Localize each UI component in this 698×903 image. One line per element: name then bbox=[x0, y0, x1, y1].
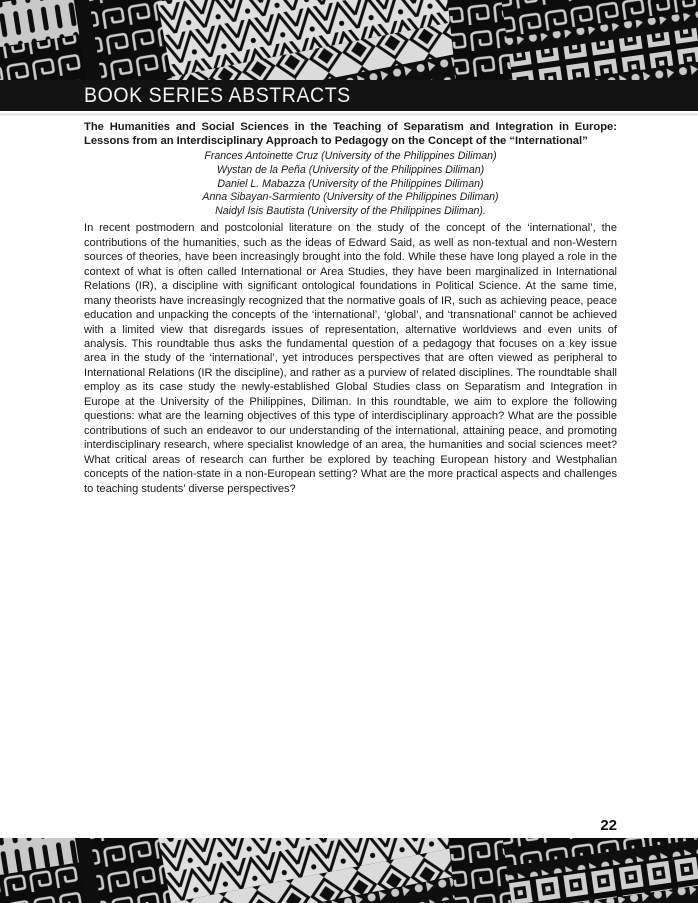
author-line: Daniel L. Mabazza (University of the Philippines Diliman) bbox=[217, 177, 484, 190]
banner-divider bbox=[0, 113, 698, 116]
abstract-title-line-1: The Humanities and Social Sciences in the Teaching of Separatism and Integration in Europe: bbox=[84, 121, 617, 133]
page-number: 22 bbox=[600, 817, 617, 834]
author-list bbox=[84, 150, 617, 218]
author-line: Wystan de la Peña (University of the Philippines Diliman) bbox=[216, 164, 485, 176]
abstract-body-text: In recent postmodern and postcolonial literature on the study of the concept of the ‘international’, the contributions of the humanities, such as the ideas of Edward Said, as well as non-textual and non-Western sources of theories, have been increasingly brought into the fold. While these have long played a role in the context of what is often called International or Area Studies, they have been marginalized in International Relations (IR), a discipline with significant ontological foundations in Political Science. At the same time, many theorists have increasingly recognized that the normative goals of IR, such as achieving peace, peace education and unpacking the concepts of the ‘international’, ‘global’, and ‘transnational’ cannot be achieved with a limited view that disregards issues of representation, alternative worldviews and even units of analysis. This roundtable thus asks the fundamental question of a pedagogy that focuses on a key issue area in the study of the ‘international’, yet introduces perspectives that are often viewed as peripheral to International Relations (IR the discipline), and rather as a purview of related disciplines. The roundtable shall employ as its case study the newly-established Global Studies class on Separatism and Integration in Europe at the University of the Philippines, Diliman. In this roundtable, we aim to explore the following questions: what are the learning objectives of this type of interdisciplinary approach? What are the possible contributions of such an endeavor to our understanding of the international, attaining peace, and promoting interdisciplinary research, where specialist knowledge of an area, the humanities and social sciences meet? What critical areas of research can further be explored by teaching European history and Westphalian concepts of the nation-state in a non-European setting? What are the more practical aspects and challenges to teaching students’ diverse perspectives? bbox=[84, 222, 617, 495]
bottom-pattern-border bbox=[0, 838, 698, 903]
author-line: Naidyl Isis Bautista (University of the Philippines Diliman). bbox=[215, 204, 486, 217]
author-line: Frances Antoinette Cruz (University of the Philippines Diliman) bbox=[204, 150, 497, 163]
author-line: Anna Sibayan-Sarmiento (University of the Philippines Diliman) bbox=[202, 191, 499, 204]
abstract-title bbox=[84, 120, 617, 148]
section-banner-title: BOOK SERIES ABSTRACTS bbox=[84, 83, 351, 107]
abstract-content bbox=[84, 120, 617, 507]
section-banner bbox=[0, 80, 698, 111]
tribal-geometric-pattern-icon bbox=[0, 838, 698, 903]
abstract-title-line-2: Lessons from an Interdisciplinary Approach to Pedagogy on the Concept of the “International” bbox=[84, 135, 588, 148]
top-pattern-border bbox=[0, 0, 698, 82]
tribal-geometric-pattern-icon bbox=[0, 0, 698, 82]
